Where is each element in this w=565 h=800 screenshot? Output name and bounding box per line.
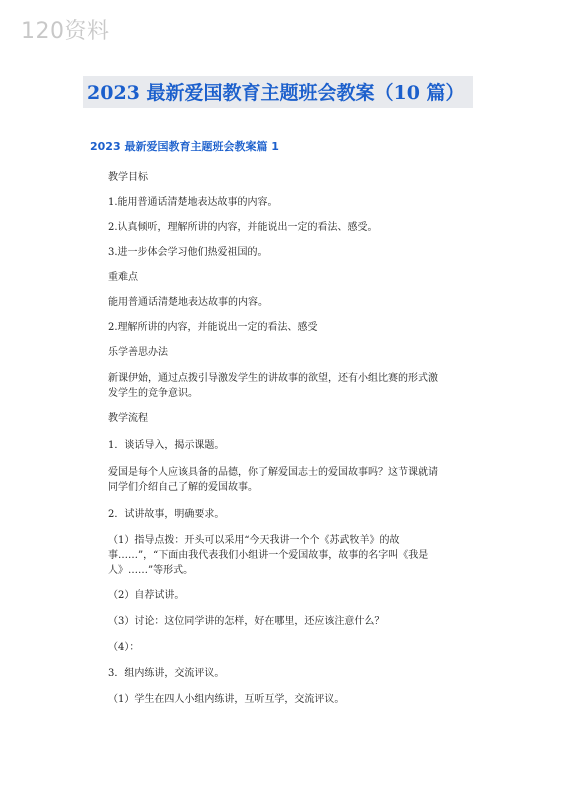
paragraph: 3.进一步体会学习他们热爱祖国的。	[108, 247, 268, 258]
paragraph: （4）：	[108, 642, 140, 653]
paragraph: 2．试讲故事，明确要求。	[108, 509, 225, 520]
section-heading: 2023 最新爱国教育主题班会教案篇 1	[90, 140, 279, 153]
paragraph: 2.认真倾听，理解所讲的内容，并能说出一定的看法、感受。	[108, 222, 378, 233]
paragraph: 能用普通话清楚地表达故事的内容。	[108, 297, 268, 308]
paragraph: 乐学善思办法	[108, 347, 168, 358]
paragraph: 2.理解所讲的内容，并能说出一定的看法、感受	[108, 322, 318, 333]
paragraph: 教学流程	[108, 413, 148, 424]
paragraph: 重难点	[108, 272, 138, 283]
document-title: 2023 最新爱国教育主题班会教案（10 篇）	[83, 76, 473, 108]
paragraph: （3）讨论：这位同学讲的怎样，好在哪里，还应该注意什么？	[108, 616, 385, 627]
paragraph: （1）指导点拨：开头可以采用“今天我讲一个个《苏武牧羊》的故事……”，“下面由我代表我们小组讲一个爱国故事，故事的名字叫《我是人》……”等形式。	[108, 535, 429, 576]
paragraph: 爱国是每个人应该具备的品德，你了解爱国志士的爱国故事吗？这节课就请同学们介绍自己了解的爱国故事。	[108, 467, 438, 493]
watermark: 120资料	[21, 19, 110, 44]
paragraph: 3．组内练讲，交流评议。	[108, 668, 225, 679]
paragraph: （1）学生在四人小组内练讲，互听互学，交流评议。	[108, 694, 345, 705]
paragraph: 1．谈话导入，揭示课题。	[108, 440, 225, 451]
document-title-block	[83, 76, 473, 108]
paragraph: （2）自荐试讲。	[108, 590, 185, 601]
paragraph: 1.能用普通话清楚地表达故事的内容。	[108, 197, 278, 208]
paragraph: 教学目标	[108, 172, 148, 183]
paragraph: 新课伊始，通过点拨引导激发学生的讲故事的欲望，还有小组比赛的形式激发学生的竞争意识。	[108, 373, 438, 399]
